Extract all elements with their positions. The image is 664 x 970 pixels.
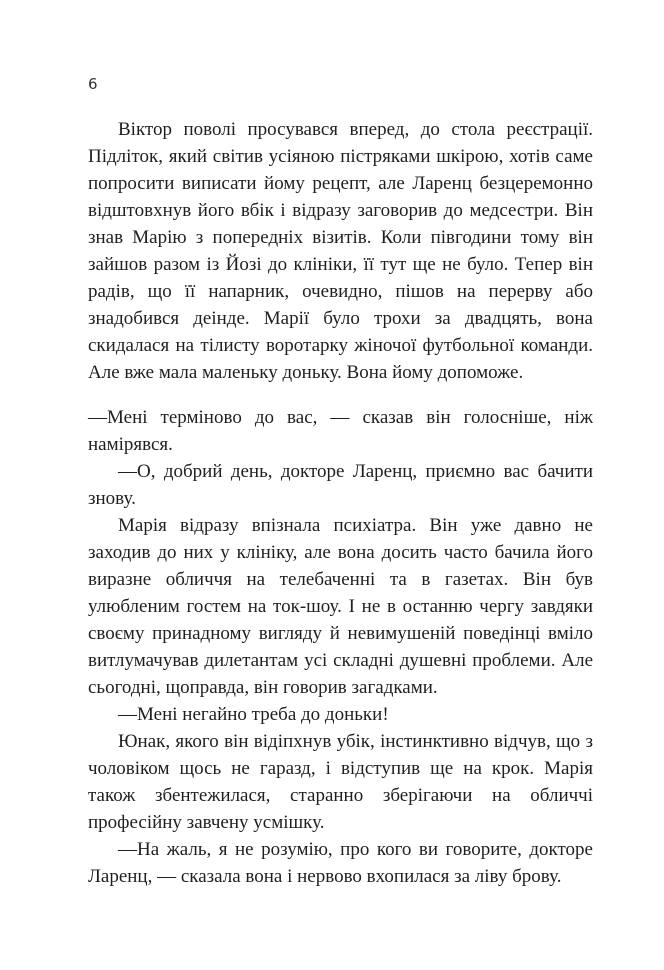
dialogue-paragraph: —Мені негайно треба до доньки! [118, 704, 389, 725]
paragraph: Юнак, якого він відіпхнув убік, інстинктивно відчув, що з чоловіком щось не гаразд, і відступив ще на крок. Марія також збентежилася, старанно зберігаючи на обличчі професійну завчену усмішку. [88, 731, 593, 833]
paragraph: Віктор поволі просувався вперед, до стола реєстрації. Підліток, який світив усіяною пістряками шкірою, хотів саме попросити виписати йому рецепт, але Ларенц безцеремонно відштовхнув його вбік і відразу заговорив до медсестри. Він знав Марію з попередніх візитів. Коли півгодини тому він зайшов разом із Йозі до клініки, її тут ще не було. Тепер він радів, що її напарник, очевидно, пішов на перерву або знадобився деінде. Марії було трохи за двадцять, вона скидалася на тілисту воротарку жіночої футбольної команди. Але вже мала маленьку доньку. Вона йому допоможе. [88, 119, 593, 383]
dialogue-paragraph: —О, добрий день, докторе Ларенц, приємно вас бачити знову. [88, 461, 593, 509]
text-block-bottom [88, 404, 593, 890]
dialogue-paragraph: —На жаль, я не розумію, про кого ви говорите, докторе Ларенц, — сказала вона і нервово вхопилася за ліву брову. [88, 839, 593, 887]
page-number: 6 [88, 75, 98, 93]
paragraph: Марія відразу впізнала психіатра. Він уже давно не заходив до них у клініку, але вона досить часто бачила його виразне обличчя на телебаченні та в газетах. Він був улюбленим гостем на ток-шоу. І не в останню чергу завдяки своєму принадному вигляду й невимушеній поведінці вміло витлумачував дилетантам усі складні душевні проблеми. Але сьогодні, щоправда, він говорив загадками. [88, 515, 593, 698]
dialogue-paragraph: —Мені терміново до вас, — сказав він голосніше, ніж намірявся. [88, 407, 593, 455]
text-block-top [88, 116, 593, 386]
